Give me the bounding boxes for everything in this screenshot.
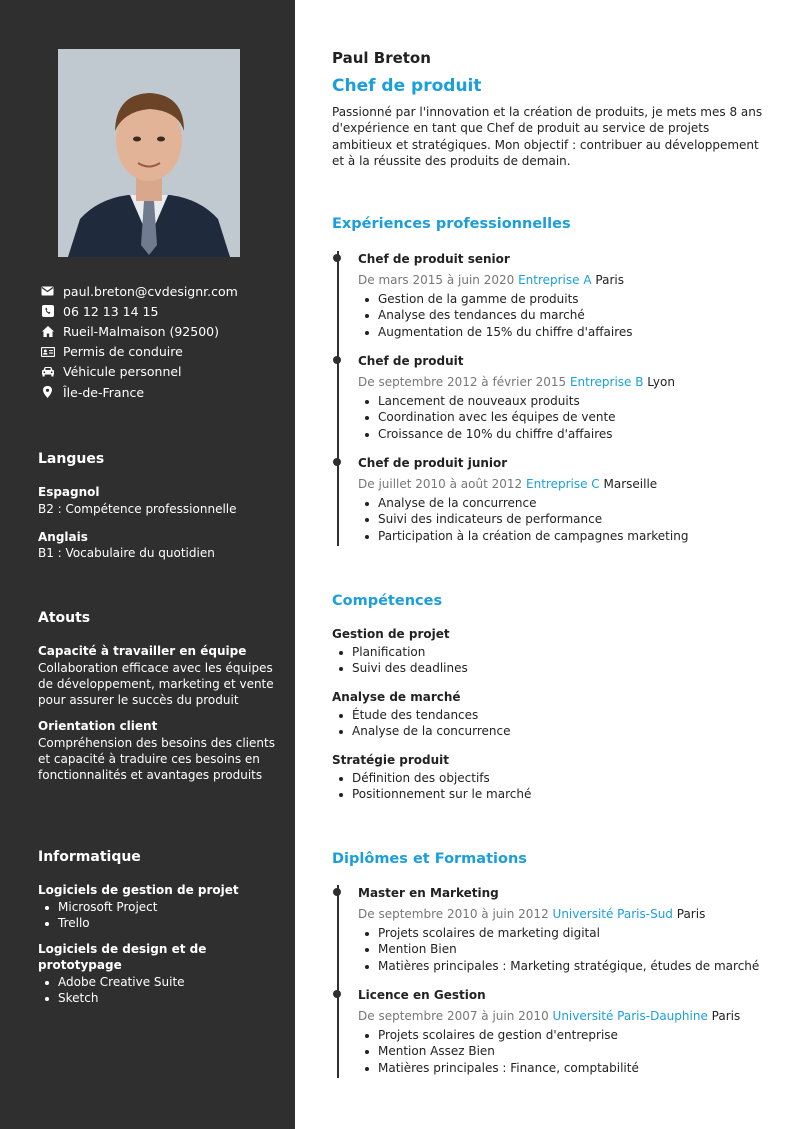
experience-company: Entreprise C [526, 477, 600, 491]
map-pin-icon [40, 385, 55, 399]
languages-section [38, 451, 278, 561]
it-group [38, 882, 278, 931]
list-item: Participation à la création de campagnes marketing [358, 528, 778, 544]
list-item: Mention Bien [358, 941, 778, 957]
strengths-heading: Atouts [38, 610, 91, 626]
strength-text: Compréhension des besoins des clients et capacité à traduire ces besoins en fonctionnalités et avantages produits [38, 735, 275, 783]
list-item: Matières principales : Marketing stratégique, études de marché [358, 958, 778, 974]
strengths-section [38, 610, 278, 783]
language-item [38, 529, 278, 562]
contact-phone-text: 06 12 13 14 15 [63, 303, 159, 319]
phone-icon [40, 304, 55, 318]
list-item: Suivi des indicateurs de performance [358, 511, 778, 527]
language-level: B2 : Compétence professionnelle [38, 501, 237, 516]
contact-list [40, 281, 280, 402]
it-group [38, 941, 278, 1006]
experience-bullets [358, 495, 778, 544]
experience-heading: Expériences professionnelles [332, 216, 571, 232]
list-item: Analyse de la concurrence [358, 495, 778, 511]
it-heading: Informatique [38, 849, 141, 865]
contact-vehicle-text: Véhicule personnel [63, 364, 182, 380]
experience-company: Entreprise A [518, 273, 592, 287]
experience-title: Chef de produit [358, 354, 464, 368]
list-item: Sketch [38, 990, 278, 1006]
skill-list [332, 770, 772, 803]
education-bullets [358, 925, 778, 974]
education-school: Université Paris-Sud [552, 907, 673, 921]
skill-group-name: Analyse de marché [332, 690, 461, 704]
list-item: Coordination avec les équipes de vente [358, 409, 778, 425]
contact-vehicle [40, 362, 280, 382]
skill-list [332, 707, 772, 740]
timeline-line [337, 251, 339, 546]
profile-summary: Passionné par l'innovation et la création de produits, je mets mes 8 ans d'expérience en tant que Chef de produit au service de projets ambitieux et stratégiques. Mon objectif : contribuer au développement et à la réussite des produits de demain. [332, 105, 763, 168]
timeline-dot [333, 254, 341, 262]
experience-title: Chef de produit junior [358, 456, 508, 470]
language-name: Espagnol [38, 485, 100, 499]
list-item: Analyse des tendances du marché [358, 307, 778, 323]
job-title: Chef de produit [332, 76, 482, 96]
car-icon [40, 365, 55, 379]
list-item: Augmentation de 15% du chiffre d'affaires [358, 324, 778, 340]
education-title: Licence en Gestion [358, 988, 486, 1002]
language-level: B1 : Vocabulaire du quotidien [38, 546, 215, 561]
education-meta [358, 1008, 778, 1024]
education-title: Master en Marketing [358, 886, 499, 900]
strength-name: Orientation client [38, 719, 158, 734]
skill-group-name: Gestion de projet [332, 627, 450, 641]
list-item: Mention Assez Bien [358, 1043, 778, 1059]
education-school: Université Paris-Dauphine [552, 1009, 708, 1023]
education-date: De septembre 2010 à juin 2012 [358, 907, 549, 921]
experience-bullets [358, 393, 778, 442]
contact-address-text: Rueil-Malmaison (92500) [63, 323, 219, 339]
strength-text: Collaboration efficace avec les équipes de développement, marketing et vente pour assurer le succès du produit [38, 660, 274, 707]
it-group-name: Logiciels de gestion de projet [38, 883, 239, 897]
it-group-list [38, 899, 278, 931]
list-item: Planification [332, 644, 772, 660]
experience-meta [358, 476, 778, 492]
list-item: Gestion de la gamme de produits [358, 291, 778, 307]
contact-email-text: paul.breton@cvdesignr.com [63, 283, 238, 299]
timeline-dot [333, 356, 341, 364]
experience-item [358, 353, 778, 442]
list-item: Étude des tendances [332, 707, 772, 723]
skill-group [332, 626, 772, 677]
contact-region [40, 382, 280, 402]
timeline-dot [333, 990, 341, 998]
contact-region-text: Île-de-France [63, 384, 145, 400]
list-item: Microsoft Project [38, 899, 278, 915]
it-group-name: Logiciels de design et de prototypage [38, 941, 207, 973]
education-city: Paris [676, 907, 706, 921]
education-timeline [332, 885, 772, 1078]
timeline-dot [333, 888, 341, 896]
experience-bullets [358, 291, 778, 340]
list-item: Projets scolaires de gestion d'entreprise [358, 1027, 778, 1043]
contact-email[interactable] [40, 281, 280, 301]
strength-item [38, 718, 278, 783]
strength-item [38, 643, 278, 708]
experience-date: De septembre 2012 à février 2015 [358, 375, 567, 389]
skill-group [332, 689, 772, 740]
experience-item [358, 455, 778, 544]
experience-timeline [332, 251, 772, 546]
timeline-line [337, 885, 339, 1078]
experience-city: Lyon [647, 375, 675, 389]
list-item: Croissance de 10% du chiffre d'affaires [358, 426, 778, 442]
skills-heading: Compétences [332, 593, 443, 609]
list-item: Définition des objectifs [332, 770, 772, 786]
experience-date: De juillet 2010 à août 2012 [358, 477, 523, 491]
list-item: Suivi des deadlines [332, 660, 772, 676]
skill-group-name: Stratégie produit [332, 753, 450, 767]
profile-photo [58, 49, 240, 257]
strength-name: Capacité à travailler en équipe [38, 644, 247, 658]
education-city: Paris [711, 1009, 741, 1023]
experience-city: Paris [595, 273, 624, 287]
list-item: Matières principales : Finance, comptabilité [358, 1060, 778, 1076]
list-item: Trello [38, 915, 278, 931]
experience-company: Entreprise B [569, 375, 644, 389]
experience-city: Marseille [603, 477, 658, 491]
home-icon [40, 324, 55, 338]
list-item: Adobe Creative Suite [38, 974, 278, 990]
languages-heading: Langues [38, 451, 105, 467]
list-item: Lancement de nouveaux produits [358, 393, 778, 409]
envelope-icon [40, 284, 55, 298]
education-item [358, 987, 778, 1076]
contact-license-text: Permis de conduire [63, 344, 183, 360]
skill-list [332, 644, 772, 677]
skill-group [332, 752, 772, 803]
candidate-name: Paul Breton [332, 49, 431, 67]
experience-meta [358, 374, 778, 390]
education-date: De septembre 2007 à juin 2010 [358, 1009, 549, 1023]
id-card-icon [40, 345, 55, 359]
contact-phone[interactable] [40, 301, 280, 321]
list-item: Analyse de la concurrence [332, 723, 772, 739]
contact-license [40, 342, 280, 362]
experience-meta [358, 272, 778, 288]
it-section [38, 849, 278, 1006]
education-item [358, 885, 778, 974]
timeline-dot [333, 458, 341, 466]
it-group-list [38, 974, 278, 1006]
contact-address [40, 321, 280, 341]
education-meta [358, 906, 778, 922]
language-name: Anglais [38, 529, 88, 544]
language-item [38, 484, 278, 517]
education-heading: Diplômes et Formations [332, 851, 527, 867]
list-item: Projets scolaires de marketing digital [358, 925, 778, 941]
education-bullets [358, 1027, 778, 1076]
sidebar [0, 0, 295, 1129]
list-item: Positionnement sur le marché [332, 786, 772, 802]
experience-item [358, 251, 778, 340]
experience-title: Chef de produit senior [358, 252, 510, 266]
experience-date: De mars 2015 à juin 2020 [358, 273, 515, 287]
